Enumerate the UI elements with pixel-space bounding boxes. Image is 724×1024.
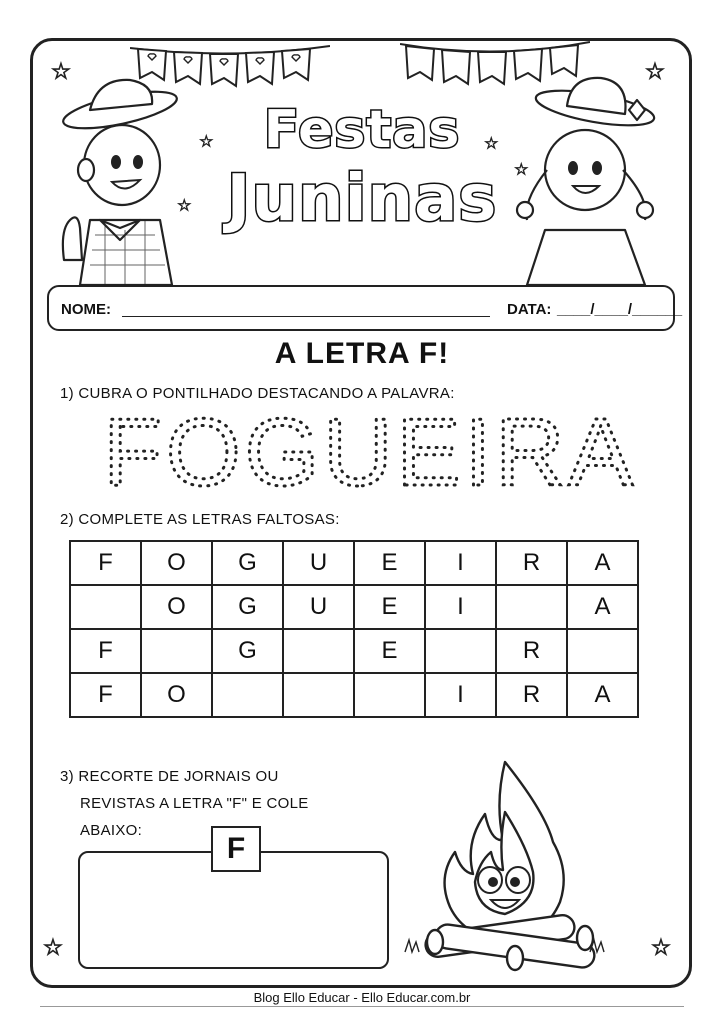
star-icon: ★ <box>652 937 670 959</box>
name-label: NOME: <box>61 301 111 318</box>
exercise3-instruction <box>60 763 309 844</box>
table-row <box>70 629 638 673</box>
exercise3-line2: REVISTAS A LETRA "F" E COLE <box>80 795 309 812</box>
grid-letter-cell: F <box>70 629 141 673</box>
grid-letter-cell: R <box>496 673 567 717</box>
grid-letter-cell: E <box>354 629 425 673</box>
grid-letter-cell: A <box>567 673 638 717</box>
name-date-bar <box>47 285 683 331</box>
exercise3-line3: ABAIXO: <box>80 822 143 839</box>
grid-letter-cell: R <box>496 541 567 585</box>
date-field-blanks[interactable]: ____/____/______ <box>557 301 683 318</box>
grid-letter-cell: A <box>567 541 638 585</box>
grid-letter-cell: F <box>70 673 141 717</box>
star-icon: ★ <box>515 161 528 177</box>
grid-letter-cell: I <box>425 585 496 629</box>
grid-letter-cell: O <box>141 585 212 629</box>
footer-divider <box>40 1006 684 1007</box>
grid-letter-cell: A <box>567 585 638 629</box>
table-row <box>70 673 638 717</box>
grid-blank-cell[interactable] <box>212 673 283 717</box>
letters-grid <box>69 540 639 718</box>
dotted-tracing-word[interactable] <box>80 405 660 505</box>
grid-letter-cell: O <box>141 541 212 585</box>
grid-blank-cell[interactable] <box>425 629 496 673</box>
grid-letter-cell: O <box>141 673 212 717</box>
title-festas: Festas <box>263 100 461 160</box>
grid-blank-cell[interactable] <box>354 673 425 717</box>
grid-letter-cell: G <box>212 629 283 673</box>
grid-blank-cell[interactable] <box>496 585 567 629</box>
grid-letter-cell: U <box>283 585 354 629</box>
grid-blank-cell[interactable] <box>567 629 638 673</box>
star-icon: ★ <box>646 61 664 83</box>
grid-letter-cell: I <box>425 541 496 585</box>
traced-word: FOGUEIRA <box>103 405 637 505</box>
star-icon: ★ <box>178 197 191 213</box>
grid-blank-cell[interactable] <box>141 629 212 673</box>
grid-letter-cell: I <box>425 673 496 717</box>
star-icon: ★ <box>52 61 70 83</box>
star-icon: ★ <box>44 937 62 959</box>
exercise2-instruction: 2) COMPLETE AS LETRAS FALTOSAS: <box>60 511 340 528</box>
grid-blank-cell[interactable] <box>70 585 141 629</box>
footer-credit: Blog Ello Educar - Ello Educar.com.br <box>253 990 471 1005</box>
table-row <box>70 585 638 629</box>
date-label: DATA: <box>507 301 552 318</box>
exercise1-instruction: 1) CUBRA O PONTILHADO DESTACANDO A PALAVRA: <box>60 385 455 402</box>
name-field-line[interactable] <box>122 316 490 317</box>
grid-letter-cell: G <box>212 585 283 629</box>
grid-letter-cell: U <box>283 541 354 585</box>
grid-blank-cell[interactable] <box>283 673 354 717</box>
grid-letter-cell: E <box>354 585 425 629</box>
grid-letter-cell: R <box>496 629 567 673</box>
title-juninas: Juninas <box>226 162 498 236</box>
letter-f-badge: F <box>211 826 261 872</box>
grid-letter-cell: E <box>354 541 425 585</box>
star-icon: ★ <box>200 133 213 149</box>
star-icon: ★ <box>485 135 498 151</box>
campfire-illustration <box>395 752 615 977</box>
grid-blank-cell[interactable] <box>283 629 354 673</box>
exercise3-line1: 3) RECORTE DE JORNAIS OU <box>60 768 279 785</box>
grid-letter-cell: G <box>212 541 283 585</box>
page-title: A LETRA F! <box>274 337 450 370</box>
table-row <box>70 541 638 585</box>
grid-letter-cell: F <box>70 541 141 585</box>
